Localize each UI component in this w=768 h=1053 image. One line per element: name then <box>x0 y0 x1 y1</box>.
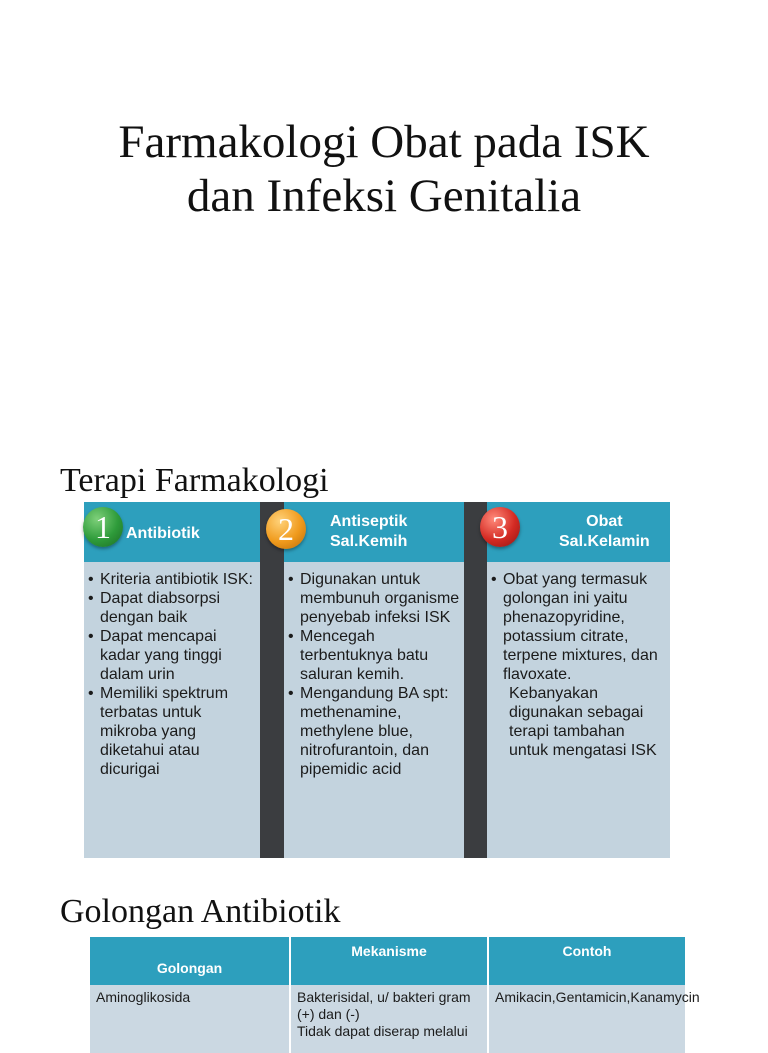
card-label-line-1: Obat <box>586 513 623 530</box>
list-item: • Mengandung BA spt: methenamine, methylene blue, nitrofurantoin, dan pipemidic acid <box>286 684 460 779</box>
therapy-panel <box>84 502 670 858</box>
table-cell: Amikacin,Gentamicin,Kanamycin <box>488 985 686 1053</box>
card-antiseptik <box>284 502 464 858</box>
list-item: • Dapat diabsorpsi dengan baik <box>86 589 256 627</box>
table-header-row <box>90 937 686 985</box>
card-body <box>84 562 260 858</box>
column-header: Mekanisme <box>290 937 488 985</box>
card-label-line-2: Sal.Kelamin <box>559 533 650 550</box>
card-body <box>487 562 670 858</box>
list-item: • Memiliki spektrum terbatas untuk mikroba yang diketahui atau dicurigai <box>86 684 256 779</box>
red-circle-number-icon: 3 <box>480 507 520 547</box>
card-antibiotik <box>84 502 260 858</box>
green-circle-number-icon: 1 <box>83 507 123 547</box>
list-item: • Obat yang termasuk golongan ini yaitu phenazopyridine, potassium citrate, terpene mixtures, dan flavoxate. <box>489 570 666 684</box>
table-cell: Bakterisidal, u/ bakteri gram (+) dan (-) Tidak dapat diserap melalui <box>290 985 488 1053</box>
document-title <box>0 115 768 223</box>
title-line-2: dan Infeksi Genitalia <box>186 170 582 222</box>
section-heading-terapi: Terapi Farmakologi <box>60 462 329 499</box>
card-body <box>284 562 464 858</box>
card-header <box>284 502 464 562</box>
table-row <box>90 985 686 1053</box>
title-line-1: Farmakologi Obat pada ISK <box>118 116 650 168</box>
card-label-line-1: Antiseptik <box>330 513 408 530</box>
column-header: Golongan <box>90 937 290 985</box>
column-header: Contoh <box>488 937 686 985</box>
list-item: • Dapat mencapai kadar yang tinggi dalam urin <box>86 627 256 684</box>
table-cell: Aminoglikosida <box>90 985 290 1053</box>
list-item-continuation: Kebanyakan digunakan sebagai terapi tambahan untuk mengatasi ISK <box>509 685 657 759</box>
list-item: • Kriteria antibiotik ISK: <box>86 570 256 589</box>
card-label: Antibiotik <box>126 525 200 542</box>
card-obat-kelamin <box>487 502 670 858</box>
section-heading-golongan: Golongan Antibiotik <box>60 893 341 930</box>
list-item: • Mencegah terbentuknya batu saluran kemih. <box>286 627 460 684</box>
card-label-line-2: Sal.Kemih <box>330 533 408 550</box>
orange-circle-number-icon: 2 <box>266 509 306 549</box>
antibiotic-table <box>90 937 700 1053</box>
list-item: • Digunakan untuk membunuh organisme penyebab infeksi ISK <box>286 570 460 627</box>
